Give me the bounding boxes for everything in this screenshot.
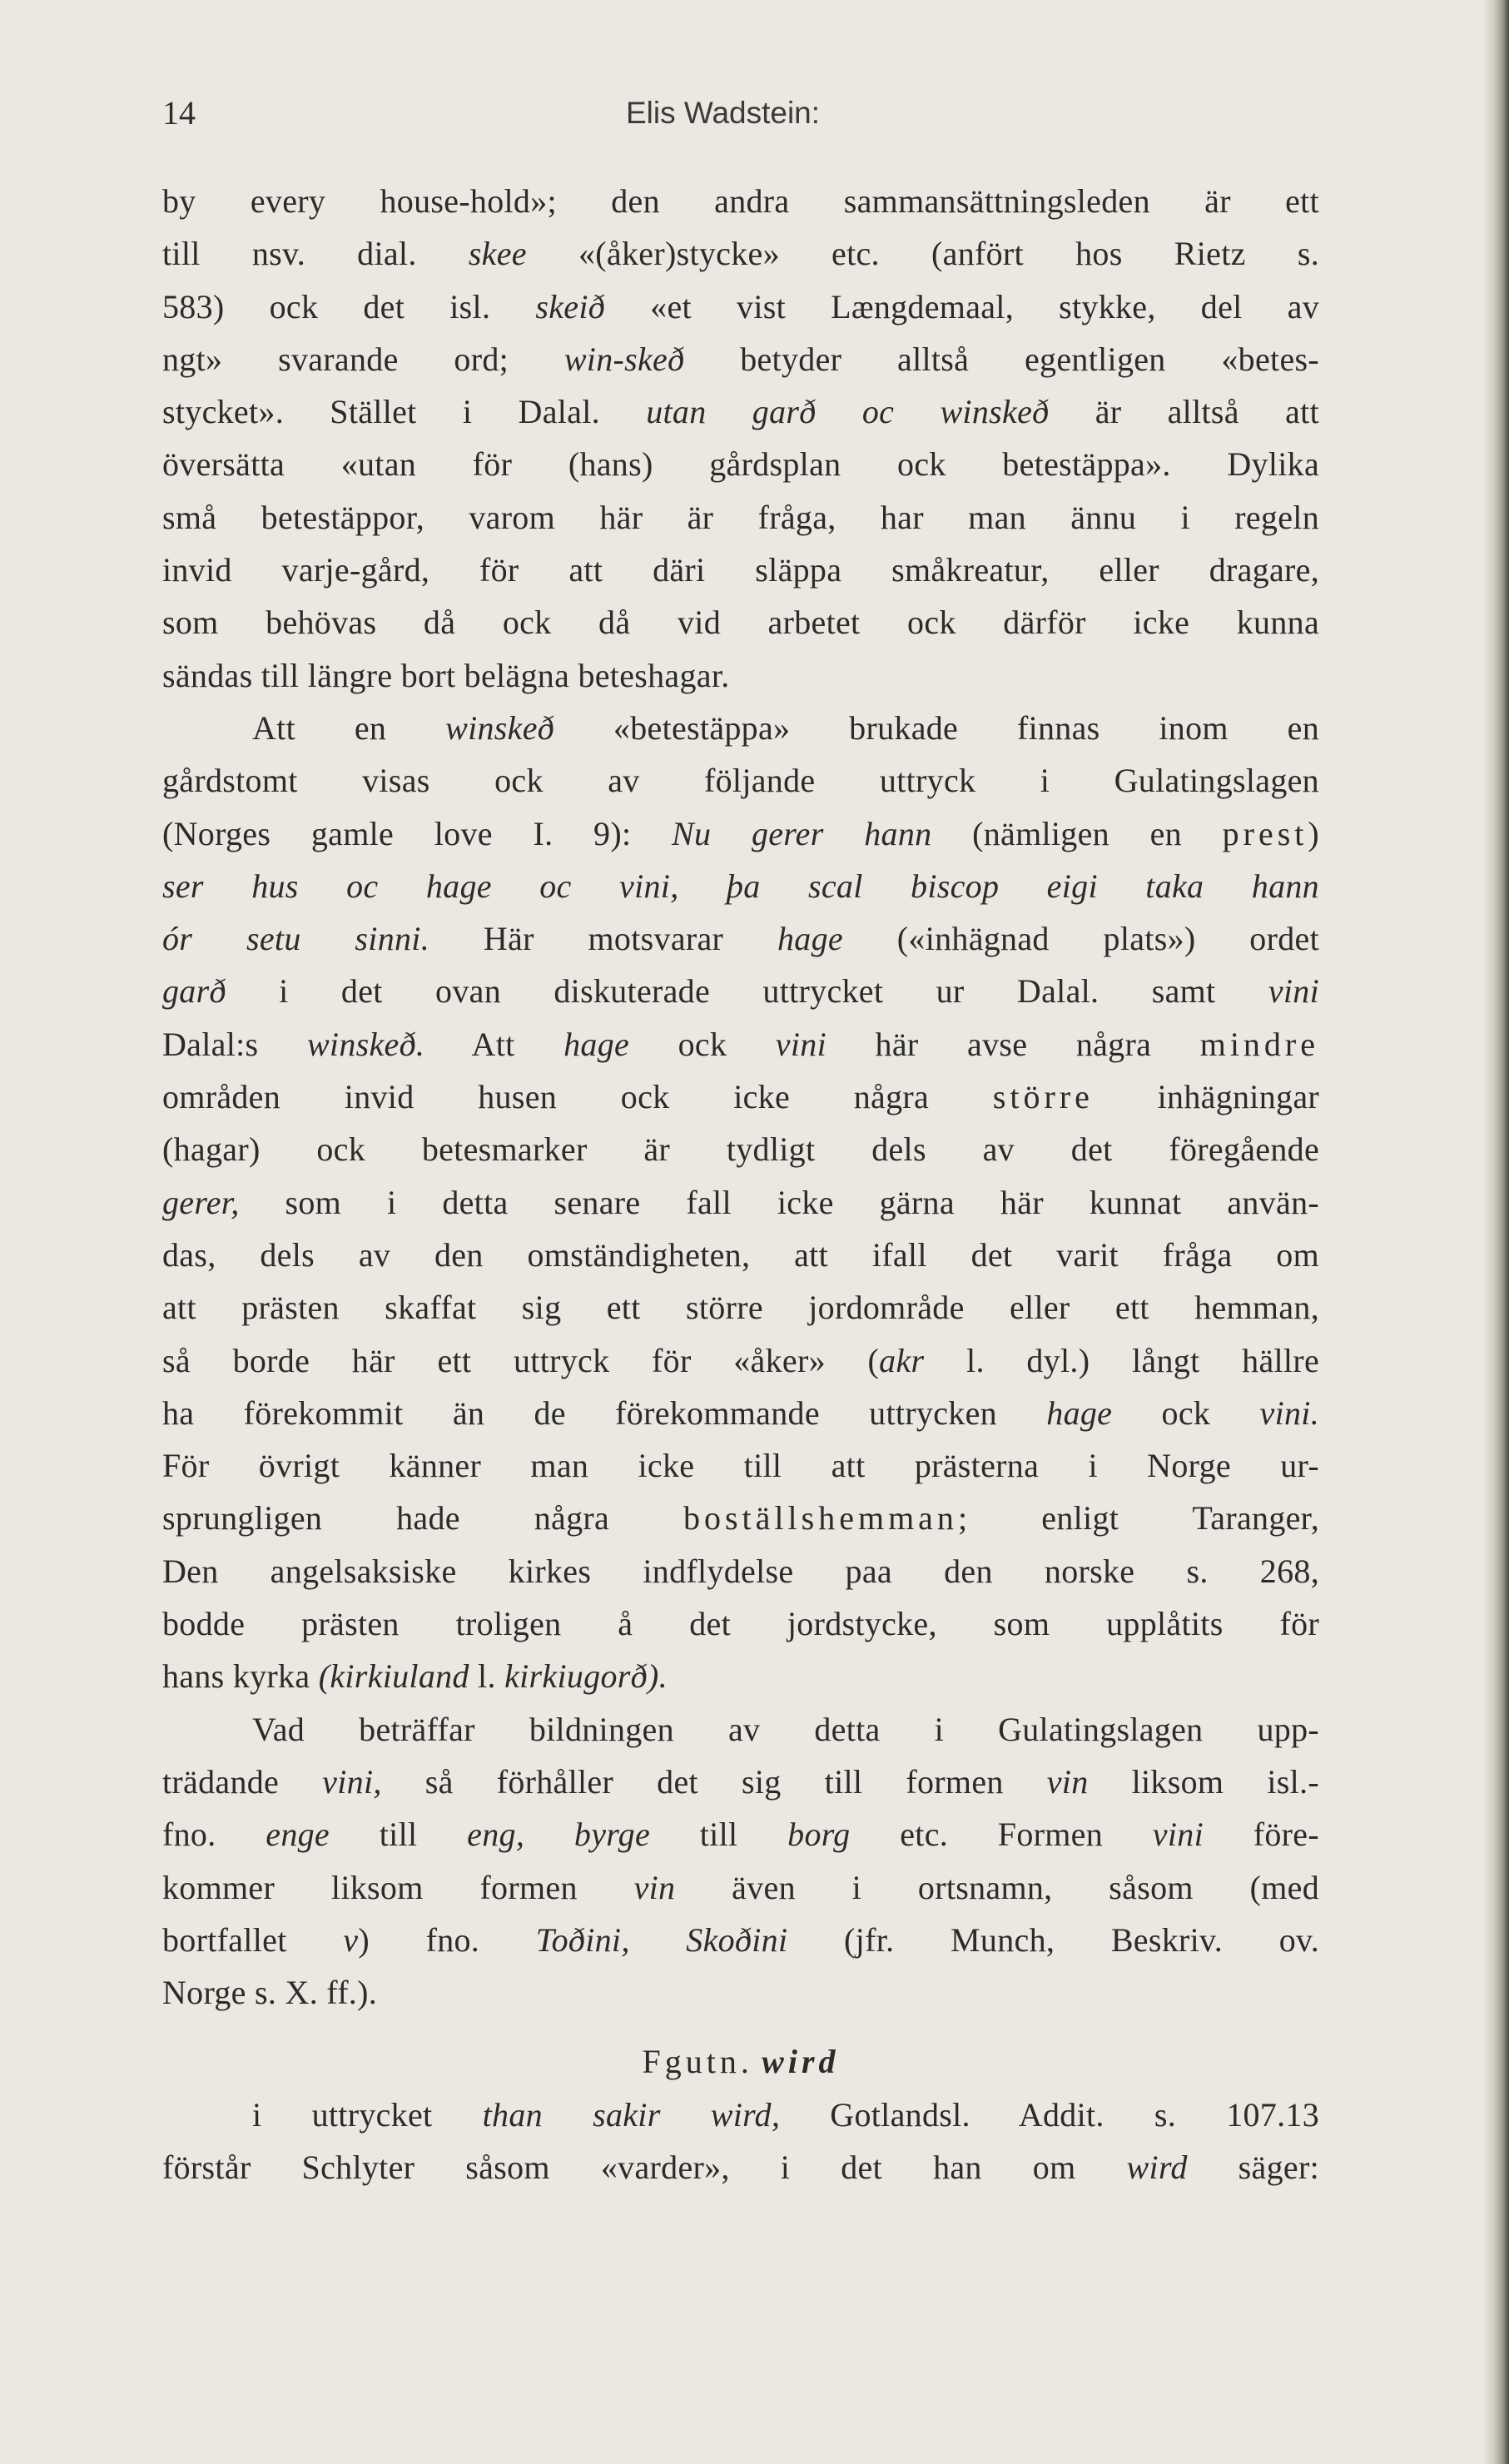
text-segment: till <box>330 1816 468 1854</box>
text-segment: betyder alltså egentligen «betes- <box>684 340 1319 378</box>
text-segment: ; enligt Taranger, <box>957 1499 1320 1538</box>
text-line <box>162 1439 1319 1492</box>
text-segment: gårdstomt visas ock av följande uttryck i Gulatingslagen <box>162 762 1319 800</box>
text-segment: ock <box>629 1025 776 1063</box>
italic-segment: hage <box>777 920 843 958</box>
text-segment: är alltså att <box>1049 393 1319 431</box>
text-line <box>162 1914 1319 1966</box>
text-line <box>162 1703 1319 1756</box>
italic-segment: byrge <box>573 1816 650 1854</box>
text-segment: Att <box>424 1025 564 1063</box>
text-segment: Norge s. X. ff.). <box>162 1974 378 2012</box>
text-segment: prest <box>1222 814 1308 852</box>
italic-segment: skee <box>468 235 527 273</box>
text-line <box>162 2089 1319 2141</box>
text-segment: till <box>650 1816 788 1854</box>
text-segment: «betestäppa» brukade finnas inom en <box>554 708 1320 747</box>
text-segment: das, dels av den omständigheten, att ifall det varit fråga om <box>162 1235 1319 1274</box>
text-segment: kommer liksom formen <box>162 1868 634 1906</box>
text-segment: sändas till längre bort belägna beteshagar. <box>162 656 730 694</box>
main-paragraphs <box>162 175 1319 2019</box>
text-segment: (Norges gamle love I. 9): <box>162 814 673 852</box>
text-segment: sprungligen hade några <box>162 1499 683 1538</box>
italic-segment: skeið <box>535 287 606 325</box>
text-segment: förstår Schlyter såsom «varder», i det han om <box>162 2148 1127 2186</box>
italic-segment: than sakir wird, <box>482 2095 781 2134</box>
text-line <box>162 649 1319 702</box>
text-segment: översätta «utan för (hans) gårdsplan ock betestäppa». Dylika <box>162 445 1319 484</box>
italic-segment: Nu gerer hann <box>672 814 932 852</box>
text-segment: Här motsvarar <box>429 920 777 958</box>
text-line <box>162 1281 1319 1334</box>
text-segment: som behövas då ock då vid arbetet ock därför icke kunna <box>162 604 1319 642</box>
text-line <box>162 227 1319 280</box>
text-segment: bodde prästen troligen å det jordstycke, som upplåtits för <box>162 1605 1319 1643</box>
text-line <box>162 1545 1319 1597</box>
section-heading-prefix: Fgutn. <box>642 2043 753 2081</box>
italic-segment: ór setu sinni. <box>162 920 430 958</box>
text-segment: till nsv. dial. <box>162 235 469 273</box>
italic-segment: v <box>343 1920 359 1959</box>
page-edge-shadow <box>1484 0 1509 2464</box>
italic-segment: vin <box>633 1868 676 1906</box>
text-line <box>162 1229 1319 1281</box>
text-line <box>162 1387 1319 1439</box>
text-line <box>162 1018 1319 1071</box>
italic-segment: akr <box>879 1341 925 1379</box>
text-segment: så borde här ett uttryck för «åker» ( <box>162 1341 880 1379</box>
text-line <box>162 175 1319 227</box>
text-segment: l. dyl.) långt hällre <box>924 1341 1320 1379</box>
text-segment: säger: <box>1187 2148 1319 2186</box>
italic-segment: enge <box>266 1816 330 1854</box>
text-segment: stycket». Stället i Dalal. <box>162 393 647 431</box>
text-segment: Gotlandsl. Addit. s. 107.13 <box>780 2095 1319 2134</box>
text-line <box>162 438 1319 490</box>
text-segment: boställshemman <box>683 1499 958 1538</box>
text-segment: ock <box>1112 1393 1260 1432</box>
text-segment <box>524 1816 574 1853</box>
italic-segment: vini, <box>322 1762 382 1801</box>
text-line <box>162 385 1319 438</box>
text-line <box>162 1123 1319 1175</box>
text-segment: (hagar) ock betesmarker är tydligt dels av det föregående <box>162 1130 1319 1169</box>
text-segment: l. <box>469 1657 505 1696</box>
text-segment: (nämligen en <box>931 814 1223 852</box>
section-heading-word: wird <box>762 2043 840 2081</box>
text-segment: så förhåller det sig till formen <box>381 1762 1047 1801</box>
text-segment: hans kyrka <box>162 1657 319 1696</box>
text-segment: ha förekommit än de förekommande uttrycken <box>162 1393 1047 1432</box>
text-segment: att prästen skaffat sig ett större jordområde eller ett hemman, <box>162 1289 1319 1327</box>
text-segment: För övrigt känner man icke till att prästerna i Norge ur- <box>162 1447 1319 1485</box>
text-line <box>162 2141 1319 2193</box>
text-segment: inhägningar <box>1093 1078 1319 1116</box>
text-segment: invid varje-gård, för att däri släppa småkreatur, eller dragare, <box>162 551 1319 589</box>
section-paragraph <box>162 2089 1319 2194</box>
italic-segment: vini. <box>1259 1393 1319 1432</box>
italic-segment: ser hus oc hage oc vini, þa scal biscop eigi taka hann <box>162 867 1319 905</box>
text-segment: («inhägnad plats») ordet <box>842 920 1319 958</box>
text-segment: by every house-hold»; den andra sammansättningsleden är ett <box>162 182 1319 220</box>
text-segment: före- <box>1203 1816 1319 1854</box>
italic-segment: winskeð <box>445 708 555 747</box>
text-segment: små betestäppor, varom här är fråga, har man ännu i regeln <box>162 498 1319 536</box>
text-segment: större <box>992 1078 1094 1116</box>
text-line <box>162 1334 1319 1387</box>
text-line <box>162 281 1319 333</box>
text-line <box>162 807 1319 860</box>
italic-segment: winskeð. <box>306 1025 425 1063</box>
italic-segment: hage <box>1046 1393 1113 1432</box>
italic-segment: vini <box>1152 1816 1204 1854</box>
italic-segment: borg <box>787 1816 851 1854</box>
text-line <box>162 965 1319 1017</box>
italic-segment: garð <box>162 972 226 1011</box>
section-heading <box>162 2035 1319 2088</box>
text-line <box>162 702 1319 754</box>
italic-segment: wird <box>1126 2148 1188 2186</box>
text-line <box>162 1492 1319 1544</box>
page-number: 14 <box>162 94 196 132</box>
italic-segment: Toðini, Skoðini <box>535 1920 788 1959</box>
text-segment: trädande <box>162 1762 323 1801</box>
text-segment: ) fno. <box>358 1920 536 1959</box>
italic-segment: vini <box>775 1025 826 1063</box>
text-line <box>162 1597 1319 1650</box>
text-line <box>162 544 1319 596</box>
text-segment: Den angelsaksiske kirkes indflydelse paa den norske s. 268, <box>162 1552 1319 1590</box>
text-segment: Vad beträffar bildningen av detta i Gulatingslagen upp- <box>252 1710 1319 1748</box>
text-line <box>162 1650 1319 1702</box>
text-segment: (jfr. Munch, Beskriv. ov. <box>787 1920 1319 1959</box>
text-segment: i uttrycket <box>252 2095 483 2134</box>
text-line <box>162 1176 1319 1229</box>
italic-segment: (kirkiuland <box>318 1657 469 1696</box>
page-header <box>0 93 1509 133</box>
italic-segment: hage <box>563 1025 630 1063</box>
text-segment: Dalal:s <box>162 1025 307 1063</box>
text-line <box>162 1861 1319 1914</box>
text-line <box>162 754 1319 807</box>
text-line <box>162 333 1319 385</box>
text-segment: etc. Formen <box>850 1816 1153 1854</box>
running-head: Elis Wadstein: <box>626 96 821 130</box>
text-line <box>162 596 1319 648</box>
text-line <box>162 1071 1319 1123</box>
italic-segment: gerer, <box>162 1183 240 1221</box>
italic-segment: kirkiugorð). <box>504 1657 668 1696</box>
text-segment: Att en <box>252 708 446 747</box>
italic-segment: vini <box>1268 972 1319 1011</box>
italic-segment: vin <box>1046 1762 1089 1801</box>
text-line <box>162 1966 1319 2019</box>
text-segment: «et vist Længdemaal, stykke, del av <box>605 287 1319 325</box>
text-segment: liksom isl.- <box>1088 1762 1319 1801</box>
text-segment: även i ortsnamn, såsom (med <box>675 1868 1319 1906</box>
body-text <box>162 175 1319 2193</box>
text-segment: ) <box>1308 814 1320 852</box>
text-line <box>162 1756 1319 1808</box>
text-segment: fno. <box>162 1816 266 1854</box>
text-segment: här avse några <box>826 1025 1200 1063</box>
text-segment: «(åker)stycke» etc. (anfört hos Rietz s. <box>526 235 1320 273</box>
text-line <box>162 860 1319 912</box>
text-line <box>162 912 1319 965</box>
italic-segment: eng, <box>467 1816 525 1854</box>
italic-segment: utan garð oc winskeð <box>646 393 1050 431</box>
text-segment: mindre <box>1199 1025 1320 1063</box>
text-segment: 583) ock det isl. <box>162 287 536 325</box>
text-segment: bortfallet <box>162 1920 344 1959</box>
text-segment: områden invid husen ock icke några <box>162 1078 993 1116</box>
text-segment: som i detta senare fall icke gärna här kunnat använ- <box>239 1183 1319 1221</box>
italic-segment: win-skeð <box>563 340 685 378</box>
text-segment: i det ovan diskuterade uttrycket ur Dalal. samt <box>226 972 1268 1011</box>
text-segment: ngt» svarande ord; <box>162 340 564 378</box>
text-line <box>162 1808 1319 1860</box>
text-line <box>162 491 1319 544</box>
